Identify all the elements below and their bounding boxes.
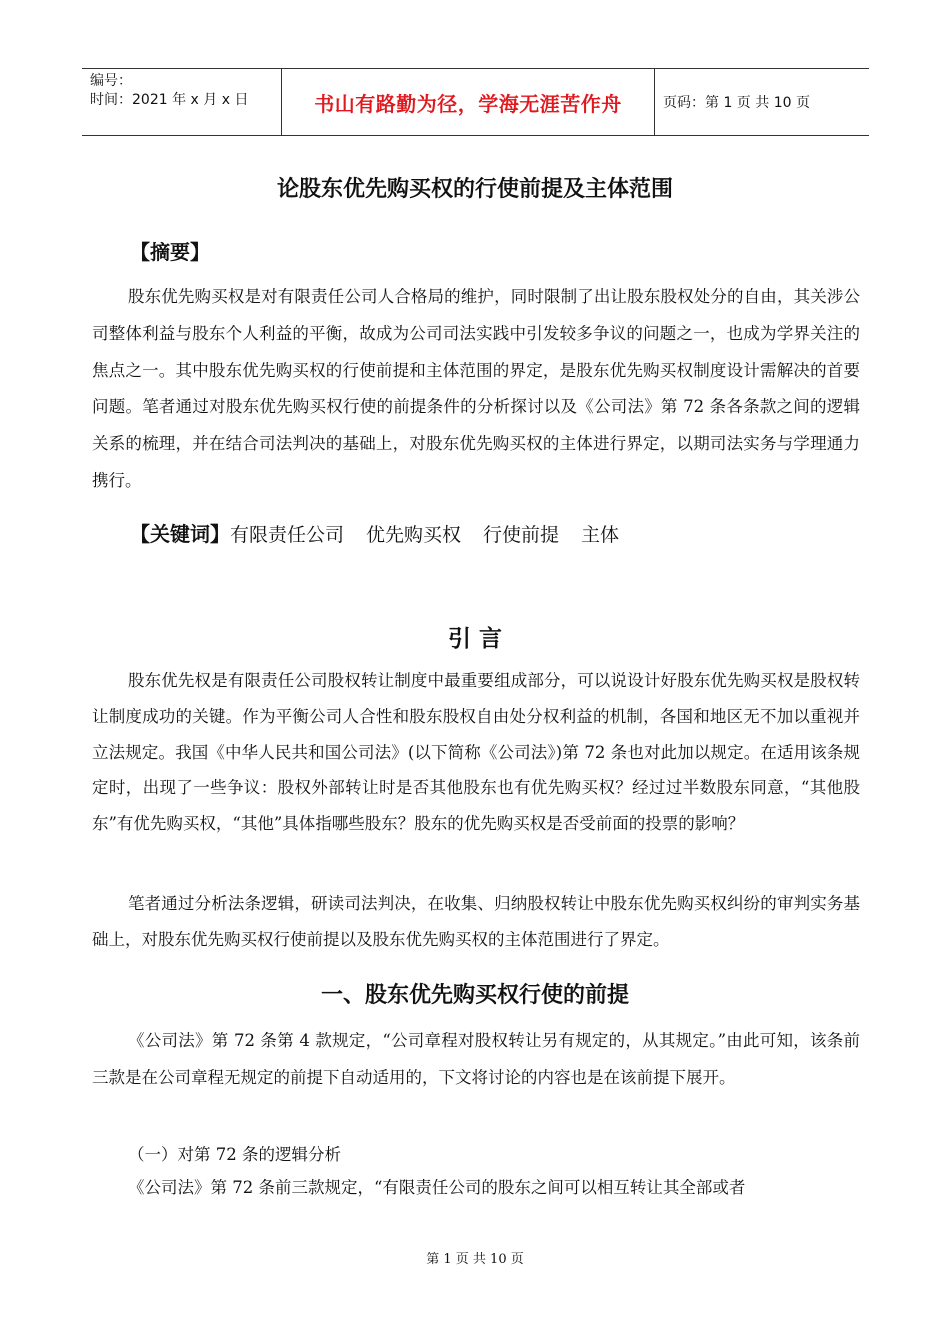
page-footer: 第 1 页 共 10 页 bbox=[426, 1252, 524, 1267]
section-1-paragraph-1: 《公司法》第 72 条第 4 款规定，“公司章程对股权转让另有规定的，从其规定。”由此可知，该条前三款是在公司章程无规定的前提下自动适用的，下文将讨论的内容也是在该前提下展开。 bbox=[92, 1031, 860, 1087]
keywords-label: 【关键词】 bbox=[130, 522, 230, 546]
intro-paragraph-2: 笔者通过分析法条逻辑，研读司法判决，在收集、归纳股权转让中股东优先购买权纠纷的审判实务基础上，对股东优先购买权行使前提以及股东优先购买权的主体范围进行了界定。 bbox=[92, 894, 860, 949]
header-motto-cell bbox=[281, 69, 655, 135]
intro-paragraph-1: 股东优先权是有限责任公司股权转让制度中最重要组成部分，可以说设计好股东优先购买权是股权转让制度成功的关键。作为平衡公司人合性和股东股权自由处分权利益的机制，各国和地区无不加以重视并立法规定。我国《中华人民共和国公司法》(以下简称《公司法》)第 72 条也对此加以规定。在适用该条规定时，出现了一些争议：股权外部转让时是否其他股东也有优先购买权？经过过半数股东同意，“其他股东”有优先购买权，“其他”具体指哪些股东？股东的优先购买权是否受前面的投票的影响？ bbox=[92, 671, 860, 834]
section-1-heading: 一、股东优先购买权行使的前提 bbox=[320, 983, 629, 1008]
intro-heading: 引 言 bbox=[447, 626, 502, 652]
abstract-paragraph: 股东优先购买权是对有限责任公司人合格局的维护，同时限制了出让股东股权处分的自由，其关涉公司整体利益与股东个人利益的平衡，故成为公司司法实践中引发较多争议的问题之一，也成为学界关注的焦点之一。其中股东优先购买权的行使前提和主体范围的界定，是股东优先购买权制度设计需解决的首要问题。笔者通过对股东优先购买权行使的前提条件的分析探讨以及《公司法》第 72 条各条款之间的逻辑关系的梳理，并在结合司法判决的基础上，对股东优先购买权的主体进行界定，以期司法实务与学理通力携行。 bbox=[92, 287, 860, 490]
keywords-line bbox=[130, 518, 641, 547]
keyword-item: 有限责任公司 bbox=[230, 524, 345, 546]
document-number-label: 编号： bbox=[90, 73, 132, 89]
keyword-item: 优先购买权 bbox=[366, 524, 462, 546]
document-date: 时间：2021 年 x 月 x 日 bbox=[90, 92, 249, 108]
header-motto: 书山有路勤为径，学海无涯苦作舟 bbox=[314, 91, 622, 116]
subsection-1-heading: （一）对第 72 条的逻辑分析 bbox=[128, 1145, 341, 1164]
header-page-info: 页码：第 1 页 共 10 页 bbox=[663, 95, 810, 111]
keyword-item: 行使前提 bbox=[483, 524, 560, 546]
keyword-item: 主体 bbox=[581, 524, 620, 546]
header-table bbox=[82, 68, 869, 136]
header-meta bbox=[82, 69, 281, 135]
abstract-heading: 【摘要】 bbox=[130, 240, 210, 264]
section-1-paragraph-2: 《公司法》第 72 条前三款规定，“有限责任公司的股东之间可以相互转让其全部或者 bbox=[128, 1178, 746, 1197]
document-title: 论股东优先购买权的行使前提及主体范围 bbox=[276, 177, 673, 202]
